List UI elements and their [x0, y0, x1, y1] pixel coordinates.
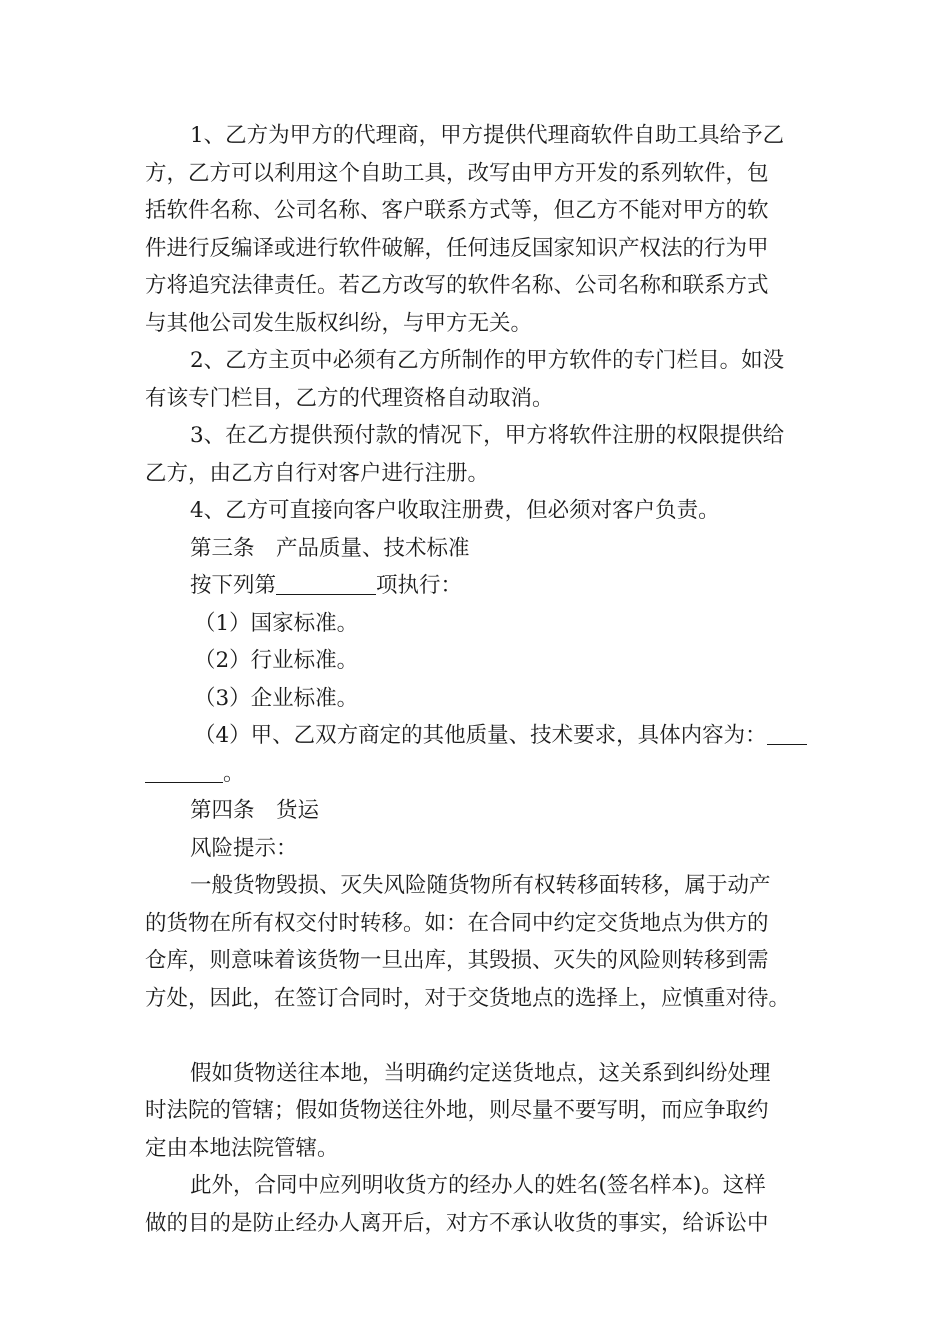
article-4-heading: 第四条 货运	[190, 798, 320, 823]
option-4-text: （4）甲、乙双方商定的其他质量、技术要求，具体内容为：	[194, 723, 767, 748]
risk-paragraph-line: 方处，因此，在签订合同时，对于交货地点的选择上，应慎重对待。	[145, 986, 791, 1011]
option-4-end: 。	[223, 761, 245, 786]
paragraph-3-line: 乙方，由乙方自行对客户进行注册。	[145, 461, 490, 486]
execute-prefix: 按下列第	[190, 573, 277, 598]
execute-line	[190, 571, 462, 601]
local-paragraph-line: 定由本地法院管辖。	[145, 1136, 339, 1161]
paragraph-1-line: 方，乙方可以利用这个自助工具，改写由甲方开发的系列软件，包	[145, 161, 769, 186]
local-paragraph-line: 时法院的管辖；假如货物送往外地，则尽量不要写明，而应争取约	[145, 1098, 769, 1123]
option-4-continuation	[145, 759, 245, 789]
paragraph-1-line: 方将追究法律责任。若乙方改写的软件名称、公司名称和联系方式	[145, 273, 769, 298]
paragraph-2-line: 有该专门栏目，乙方的代理资格自动取消。	[145, 386, 554, 411]
agent-paragraph-line: 此外，合同中应列明收货方的经办人的姓名(签名样本)。这样	[190, 1173, 766, 1198]
paragraph-1-line: 1、乙方为甲方的代理商，甲方提供代理商软件自助工具给予乙	[190, 123, 785, 148]
fill-blank	[145, 762, 223, 783]
execute-suffix: 项执行：	[376, 573, 463, 598]
paragraph-2-line: 2、乙方主页中必须有乙方所制作的甲方软件的专门栏目。如没	[190, 348, 785, 373]
fill-blank	[767, 724, 807, 745]
risk-paragraph-line: 的货物在所有权交付时转移。如：在合同中约定交货地点为供方的	[145, 911, 769, 936]
standard-option: （3）企业标准。	[194, 686, 359, 711]
paragraph-1-line: 括软件名称、公司名称、客户联系方式等，但乙方不能对甲方的软	[145, 198, 769, 223]
agent-paragraph-line: 做的目的是防止经办人离开后，对方不承认收货的事实，给诉讼中	[145, 1211, 769, 1236]
local-paragraph-line: 假如货物送往本地，当明确约定送货地点，这关系到纠纷处理	[190, 1061, 771, 1086]
risk-paragraph-line: 仓库，则意味着该货物一旦出库，其毁损、灭失的风险则转移到需	[145, 948, 769, 973]
paragraph-3-line: 3、在乙方提供预付款的情况下，甲方将软件注册的权限提供给	[190, 423, 785, 448]
fill-blank	[276, 574, 376, 595]
standard-option: （1）国家标准。	[194, 611, 359, 636]
article-3-heading: 第三条 产品质量、技术标准	[190, 536, 470, 561]
paragraph-1-line: 件进行反编译或进行软件破解，任何违反国家知识产权法的行为甲	[145, 236, 769, 261]
risk-paragraph-line: 一般货物毁损、灭失风险随货物所有权转移面转移，属于动产	[190, 873, 771, 898]
paragraph-4: 4、乙方可直接向客户收取注册费，但必须对客户负责。	[190, 498, 720, 523]
risk-label: 风险提示：	[190, 836, 298, 861]
standard-option-4	[194, 721, 807, 751]
paragraph-1-line: 与其他公司发生版权纠纷，与甲方无关。	[145, 311, 533, 336]
standard-option: （2）行业标准。	[194, 648, 359, 673]
